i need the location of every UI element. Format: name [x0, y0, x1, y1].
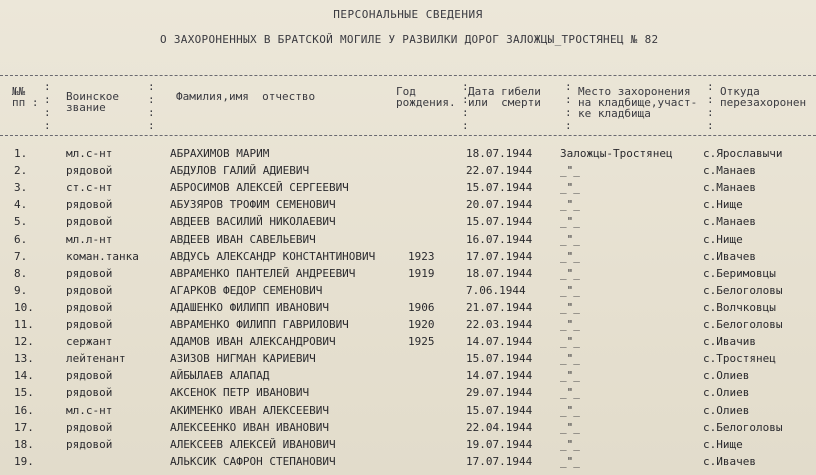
cell-date: 22.04.1944: [466, 420, 533, 434]
cell-rank: рядовой: [66, 386, 113, 400]
cell-num: 12.: [14, 335, 34, 349]
cell-from: с.Ивачев: [703, 454, 756, 468]
cell-place: _"_: [560, 403, 580, 417]
header-separator: : : : :: [707, 80, 714, 132]
cell-name: АДАМОВ ИВАН АЛЕКСАНДРОВИЧ: [170, 335, 336, 349]
cell-rank: рядовой: [66, 437, 113, 451]
cell-place: _"_: [560, 164, 580, 178]
cell-year: 1906: [408, 300, 435, 314]
cell-place: _"_: [560, 198, 580, 212]
cell-from: с.Беримовцы: [703, 266, 776, 280]
cell-from: с.Олиев: [703, 403, 750, 417]
cell-place: _"_: [560, 215, 580, 229]
cell-num: 13.: [14, 352, 34, 366]
cell-name: АЛЬКСИК САФРОН СТЕПАНОВИЧ: [170, 454, 336, 468]
cell-place: _"_: [560, 420, 580, 434]
cell-name: АВДУСЬ АЛЕКСАНДР КОНСТАНТИНОВИЧ: [170, 249, 376, 263]
cell-name: АЗИЗОВ НИГМАН КАРИЕВИЧ: [170, 352, 316, 366]
cell-place: _"_: [560, 352, 580, 366]
cell-place: _"_: [560, 369, 580, 383]
table-row: [0, 215, 816, 232]
cell-num: 9.: [14, 283, 28, 297]
cell-num: 1.: [14, 147, 28, 160]
cell-name: АБРОСИМОВ АЛЕКСЕЙ СЕРГЕЕВИЧ: [170, 181, 349, 195]
cell-num: 3.: [14, 181, 28, 195]
table-row: [0, 181, 816, 198]
cell-rank: рядовой: [66, 283, 113, 297]
cell-from: с.Нище: [703, 437, 743, 451]
cell-date: 15.07.1944: [466, 181, 533, 195]
cell-from: с.Нище: [703, 198, 743, 212]
cell-name: АЙБЫЛАЕВ АЛАПАД: [170, 369, 270, 383]
cell-from: с.Нище: [703, 232, 743, 246]
cell-name: АВДЕЕВ ВАСИЛИЙ НИКОЛАЕВИЧ: [170, 215, 336, 229]
table-row: [0, 369, 816, 386]
cell-rank: рядовой: [66, 164, 113, 178]
column-header-rank: Воинское звание: [66, 90, 119, 114]
cell-from: с.Ивачев: [703, 249, 756, 263]
cell-rank: коман.танка: [66, 249, 139, 263]
cell-date: 22.03.1944: [466, 318, 533, 331]
cell-date: 22.07.1944: [466, 164, 533, 178]
column-header-date: Дата гибели или смерти: [468, 85, 541, 109]
cell-year: 1920: [408, 318, 435, 331]
cell-place: _"_: [560, 386, 580, 400]
cell-date: 18.07.1944: [466, 147, 533, 160]
cell-date: 15.07.1944: [466, 352, 533, 366]
column-header-num: №№ пп :: [12, 85, 39, 109]
cell-from: с.Манаев: [703, 215, 756, 229]
cell-rank: рядовой: [66, 369, 113, 383]
table-row: [0, 233, 816, 250]
cell-num: 7.: [14, 249, 28, 263]
header-bottom-divider: [0, 135, 816, 136]
cell-num: 11.: [14, 318, 34, 331]
cell-num: 4.: [14, 198, 28, 212]
table-row: [0, 284, 816, 301]
cell-date: 7.06.1944: [466, 283, 526, 297]
header-top-divider: [0, 75, 816, 76]
cell-place: _"_: [560, 181, 580, 195]
document-subtitle: О ЗАХОРОНЕННЫХ В БРАТСКОЙ МОГИЛЕ У РАЗВИЛКИ ДОРОГ ЗАЛОЖЦЫ_ТРОСТЯНЕЦ № 82: [160, 33, 659, 46]
cell-name: АБДУЛОВ ГАЛИЙ АДИЕВИЧ: [170, 164, 310, 178]
cell-date: 15.07.1944: [466, 215, 533, 229]
table-row: [0, 438, 816, 455]
table-row: [0, 250, 816, 267]
cell-name: АЛЕКСЕЕВ АЛЕКСЕЙ ИВАНОВИЧ: [170, 437, 336, 451]
cell-place: _"_: [560, 232, 580, 246]
cell-name: АДАШЕНКО ФИЛИПП ИВАНОВИЧ: [170, 300, 329, 314]
column-header-place: Место захоронения на кладбище,участ- ке кладбища: [578, 85, 698, 120]
table-row: [0, 386, 816, 403]
table-row: [0, 164, 816, 181]
cell-place: Заложцы-Тростянец: [560, 147, 673, 160]
table-row: [0, 352, 816, 369]
cell-from: с.Ярославычи: [703, 147, 783, 160]
cell-rank: рядовой: [66, 198, 113, 212]
cell-date: 17.07.1944: [466, 249, 533, 263]
cell-rank: рядовой: [66, 266, 113, 280]
cell-place: _"_: [560, 437, 580, 451]
header-separator: : : : :: [462, 80, 469, 132]
cell-year: 1925: [408, 335, 435, 349]
cell-num: 5.: [14, 215, 28, 229]
cell-name: АКИМЕНКО ИВАН АЛЕКСЕЕВИЧ: [170, 403, 329, 417]
cell-name: АВРАМЕНКО ПАНТЕЛЕЙ АНДРЕЕВИЧ: [170, 266, 356, 280]
cell-from: с.Белоголовы: [703, 318, 783, 331]
cell-from: с.Олиев: [703, 386, 750, 400]
cell-rank: рядовой: [66, 300, 113, 314]
cell-year: 1923: [408, 249, 435, 263]
document-title: ПЕРСОНАЛЬНЫЕ СВЕДЕНИЯ: [333, 8, 483, 21]
cell-from: с.Тростянец: [703, 352, 776, 366]
cell-place: _"_: [560, 318, 580, 331]
table-row: [0, 455, 816, 472]
cell-date: 20.07.1944: [466, 198, 533, 212]
cell-year: 1919: [408, 266, 435, 280]
cell-name: АБРАХИМОВ МАРИМ: [170, 147, 270, 160]
cell-rank: мл.л-нт: [66, 232, 113, 246]
table-row: [0, 421, 816, 438]
table-row: [0, 301, 816, 318]
header-separator: : : : :: [565, 80, 572, 132]
cell-num: 14.: [14, 369, 34, 383]
cell-num: 18.: [14, 437, 34, 451]
cell-num: 8.: [14, 266, 28, 280]
cell-name: АЛЕКСЕЕНКО ИВАН ИВАНОВИЧ: [170, 420, 329, 434]
cell-place: _"_: [560, 249, 580, 263]
cell-from: с.Белоголовы: [703, 420, 783, 434]
cell-rank: мл.с-нт: [66, 403, 113, 417]
table-row: [0, 318, 816, 335]
cell-num: 6.: [14, 232, 28, 246]
cell-num: 16.: [14, 403, 34, 417]
header-separator: : : : :: [44, 80, 51, 132]
cell-rank: рядовой: [66, 215, 113, 229]
cell-num: 15.: [14, 386, 34, 400]
column-header-from: Откуда перезахоронен: [720, 85, 807, 109]
cell-num: 17.: [14, 420, 34, 434]
table-row: [0, 267, 816, 284]
table-row: [0, 147, 816, 164]
cell-date: 15.07.1944: [466, 403, 533, 417]
cell-place: _"_: [560, 283, 580, 297]
cell-date: 17.07.1944: [466, 454, 533, 468]
cell-num: 2.: [14, 164, 28, 178]
cell-date: 29.07.1944: [466, 386, 533, 400]
cell-rank: лейтенант: [66, 352, 126, 366]
cell-place: _"_: [560, 300, 580, 314]
cell-num: 10.: [14, 300, 34, 314]
cell-place: _"_: [560, 454, 580, 468]
cell-date: 14.07.1944: [466, 335, 533, 349]
cell-place: _"_: [560, 266, 580, 280]
cell-rank: сержант: [66, 335, 113, 349]
cell-name: АБУЗЯРОВ ТРОФИМ СЕМЕНОВИЧ: [170, 198, 336, 212]
cell-from: с.Манаев: [703, 164, 756, 178]
cell-name: АВДЕЕВ ИВАН САВЕЛЬЕВИЧ: [170, 232, 316, 246]
cell-place: _"_: [560, 335, 580, 349]
cell-date: 18.07.1944: [466, 266, 533, 280]
cell-rank: ст.с-нт: [66, 181, 113, 195]
table-row: [0, 198, 816, 215]
column-header-name: Фамилия,имя отчество: [176, 90, 316, 103]
cell-date: 14.07.1944: [466, 369, 533, 383]
header-separator: : : : :: [148, 80, 155, 132]
cell-date: 19.07.1944: [466, 437, 533, 451]
column-header-year: Год рождения.: [396, 85, 456, 109]
table-row: [0, 335, 816, 352]
cell-from: с.Белоголовы: [703, 283, 783, 297]
cell-date: 16.07.1944: [466, 232, 533, 246]
cell-from: с.Манаев: [703, 181, 756, 195]
cell-rank: рядовой: [66, 318, 113, 331]
table-row: [0, 404, 816, 421]
cell-name: АГАРКОВ ФЕДОР СЕМЕНОВИЧ: [170, 283, 323, 297]
cell-name: АВРАМЕНКО ФИЛИПП ГАВРИЛОВИЧ: [170, 318, 349, 331]
cell-from: с.Ивачив: [703, 335, 756, 349]
cell-num: 19.: [14, 454, 34, 468]
cell-date: 21.07.1944: [466, 300, 533, 314]
cell-rank: мл.с-нт: [66, 147, 113, 160]
cell-from: с.Олиев: [703, 369, 750, 383]
cell-name: АКСЕНОК ПЕТР ИВАНОВИЧ: [170, 386, 310, 400]
cell-from: с.Волчковцы: [703, 300, 776, 314]
cell-rank: рядовой: [66, 420, 113, 434]
